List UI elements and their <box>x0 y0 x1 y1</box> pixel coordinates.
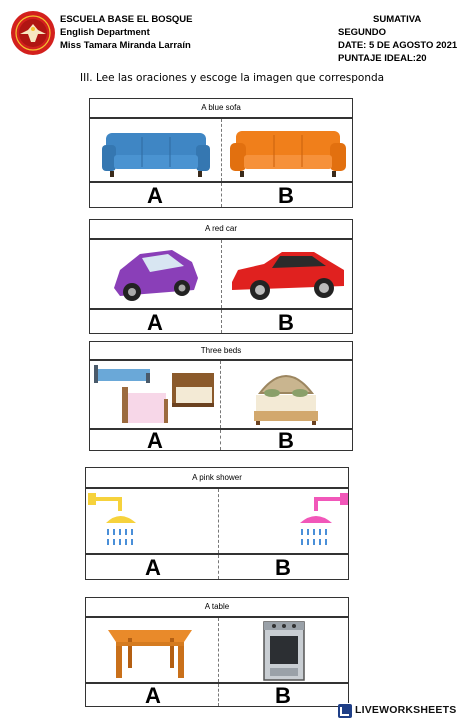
worksheet-header <box>0 0 474 70</box>
question-red-car <box>89 219 353 334</box>
option-b[interactable]: B <box>278 428 294 453</box>
test-type: SUMATIVA <box>373 14 422 25</box>
grade: SEGUNDO <box>338 27 387 38</box>
option-a[interactable]: A <box>147 428 163 453</box>
liveworksheets-brand: LIVEWORKSHEETS <box>355 704 457 716</box>
answer-row <box>85 554 349 580</box>
three-beds-image[interactable] <box>92 363 218 427</box>
answer-row <box>89 429 353 451</box>
question-three-beds <box>89 341 353 451</box>
question-title: A pink shower <box>85 467 349 488</box>
header-right <box>338 13 457 65</box>
option-a[interactable]: A <box>147 183 163 208</box>
department-name: English Department <box>60 27 150 38</box>
option-b[interactable]: B <box>278 183 294 208</box>
option-a[interactable]: A <box>145 683 161 708</box>
option-b[interactable]: B <box>275 555 291 580</box>
question-table <box>85 597 349 707</box>
option-b[interactable]: B <box>275 683 291 708</box>
orange-sofa-image[interactable] <box>230 127 346 179</box>
option-a[interactable]: A <box>147 310 163 335</box>
image-row <box>85 617 349 683</box>
school-crest-icon <box>10 10 56 56</box>
school-name: ESCUELA BASE EL BOSQUE <box>60 14 193 25</box>
liveworksheets-footer <box>338 703 470 719</box>
bed-with-headboard-image[interactable] <box>250 363 322 427</box>
answer-row <box>89 309 353 334</box>
question-pink-shower <box>85 467 349 580</box>
instruction-text: III. Lee las oraciones y escoge la imagen que corresponda <box>80 72 385 84</box>
answer-row <box>85 683 349 707</box>
option-b[interactable]: B <box>278 310 294 335</box>
stove-image[interactable] <box>262 618 306 682</box>
question-title: Three beds <box>89 341 353 360</box>
red-car-image[interactable] <box>230 246 346 304</box>
image-row <box>85 488 349 554</box>
question-title: A blue sofa <box>89 98 353 118</box>
pink-shower-image[interactable] <box>286 491 348 553</box>
liveworksheets-logo-icon <box>338 704 352 718</box>
teacher-name: Miss Tamara Miranda Larraín <box>60 40 191 51</box>
question-title: A red car <box>89 219 353 239</box>
image-row <box>89 239 353 309</box>
answer-row <box>89 182 353 208</box>
yellow-shower-image[interactable] <box>88 491 148 553</box>
option-a[interactable]: A <box>145 555 161 580</box>
purple-car-image[interactable] <box>110 244 202 306</box>
blue-sofa-image[interactable] <box>102 127 210 179</box>
image-row <box>89 360 353 429</box>
question-title: A table <box>85 597 349 617</box>
table-image[interactable] <box>102 622 198 680</box>
image-row <box>89 118 353 182</box>
test-date: DATE: 5 DE AGOSTO 2021 <box>338 40 458 51</box>
header-left <box>60 13 193 52</box>
ideal-score: PUNTAJE IDEAL:20 <box>338 53 427 64</box>
question-blue-sofa <box>89 98 353 213</box>
